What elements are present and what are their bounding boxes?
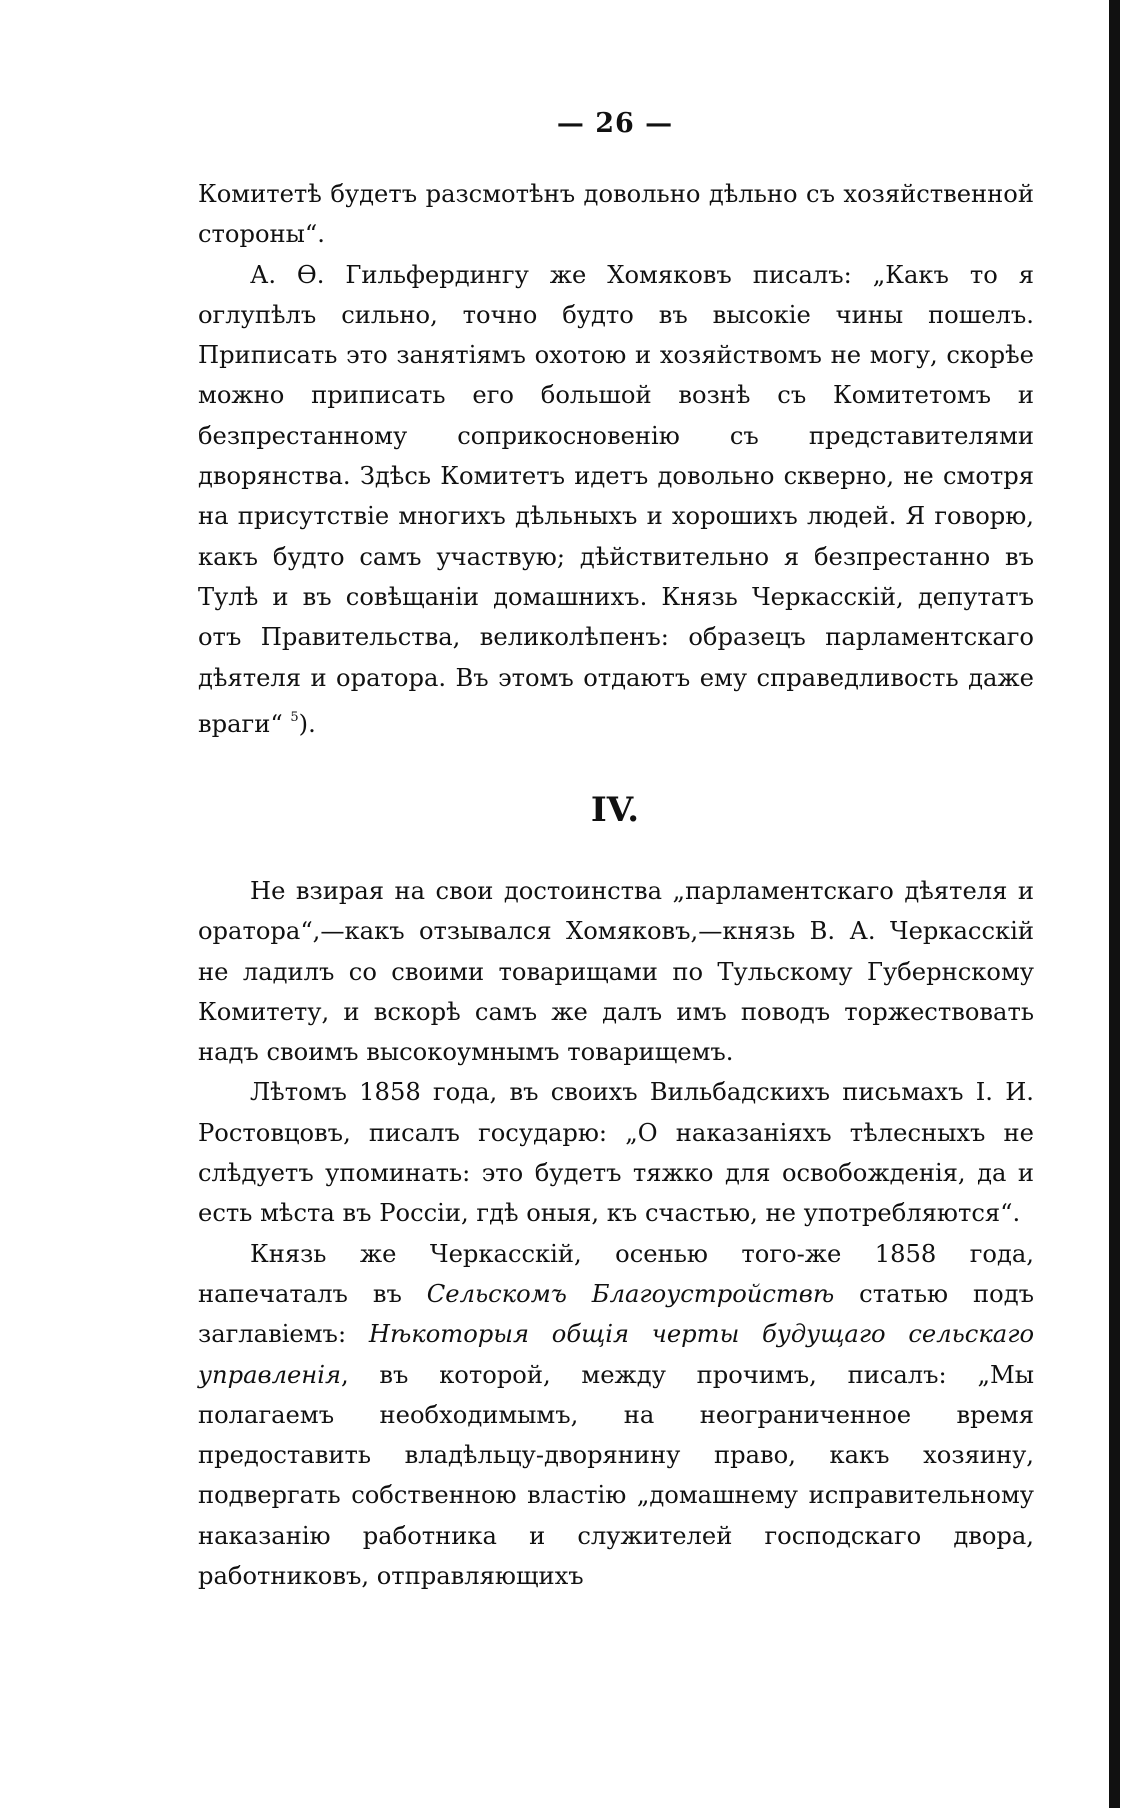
journal-title: Сельскомъ Благоустройствѣ xyxy=(426,1279,835,1308)
paragraph-cherkassky-dispute xyxy=(198,871,1034,1072)
text-block-top xyxy=(198,174,1034,744)
paragraph-text: , въ которой, между прочимъ, писалъ: „Мы полагаемъ необходимымъ, на неограниченное время предоставить владѣльцу-дворянину право, какъ хозяину, подвергать собственною властію „домашнему исправительному наказанію работника и служителей господскаго двора, работниковъ, отправляющихъ xyxy=(198,1360,1034,1591)
paragraph-text: Комитетѣ будетъ разсмотѣнъ довольно дѣльно съ хозяйственной стороны“. xyxy=(198,180,1034,249)
paragraph-gilferding-letter xyxy=(198,255,1034,745)
section-heading: IV. xyxy=(590,790,640,830)
paragraph-text: Князь же Черкасскій, осенью того-же 1858 года, напечаталъ въ xyxy=(198,1239,1034,1308)
text-block-bottom xyxy=(198,871,1034,1596)
paragraph-continued xyxy=(198,174,1034,255)
paragraph-cherkassky-article xyxy=(198,1234,1034,1597)
footnote-marker: 5 xyxy=(290,709,299,725)
article-title: Нѣкоторыя общія черты будущаго сельскаго управленія xyxy=(198,1320,1034,1389)
paragraph-closing: ). xyxy=(298,709,316,738)
paragraph-text: Не взирая на свои достоинства „парламентскаго дѣятеля и оратора“,—какъ отзывался Хомяковъ,—князь В. А. Черкасскій не ладилъ со своими товарищами по Тульскому Губернскому Комитету, и вскорѣ самъ же далъ имъ поводъ торжествовать надъ своимъ высокоумнымъ товарищемъ. xyxy=(198,877,1034,1067)
paragraph-rostovtsov-letters xyxy=(198,1072,1034,1233)
binding-edge-shadow xyxy=(1109,0,1120,1808)
paragraph-text: статью подъ заглавіемъ: xyxy=(198,1279,1034,1349)
page-number: — 26 — xyxy=(556,108,674,139)
paragraph-text: А. Ѳ. Гильфердингу же Хомяковъ писалъ: „Какъ то я оглупѣлъ сильно, точно будто въ высокіе чины пошелъ. Приписать это занятіямъ охотою и хозяйствомъ не могу, скорѣе можно приписать его большой вознѣ съ Комитетомъ и безпрестанному соприкосновенію съ представителями дворянства. Здѣсь Комитетъ идетъ довольно скверно, не смотря на присутствіе многихъ дѣльныхъ и хорошихъ людей. Я говорю, какъ будто самъ участвую; дѣйствительно я безпрестанно въ Тулѣ и въ совѣщаніи домашнихъ. Князь Черкасскій, депутатъ отъ Правительства, великолѣпенъ: образецъ парламентскаго дѣятеля и оратора. Въ этомъ отдаютъ ему справедливость даже враги“ xyxy=(198,260,1034,738)
paragraph-text: Лѣтомъ 1858 года, въ своихъ Вильбадскихъ письмахъ І. И. Ростовцовъ, писалъ государю: „О наказаніяхъ тѣлесныхъ не слѣдуетъ упоминать: это будетъ тяжко для освобожденія, да и есть мѣста въ Россіи, гдѣ оныя, къ счастью, не употребляются“. xyxy=(198,1078,1034,1228)
